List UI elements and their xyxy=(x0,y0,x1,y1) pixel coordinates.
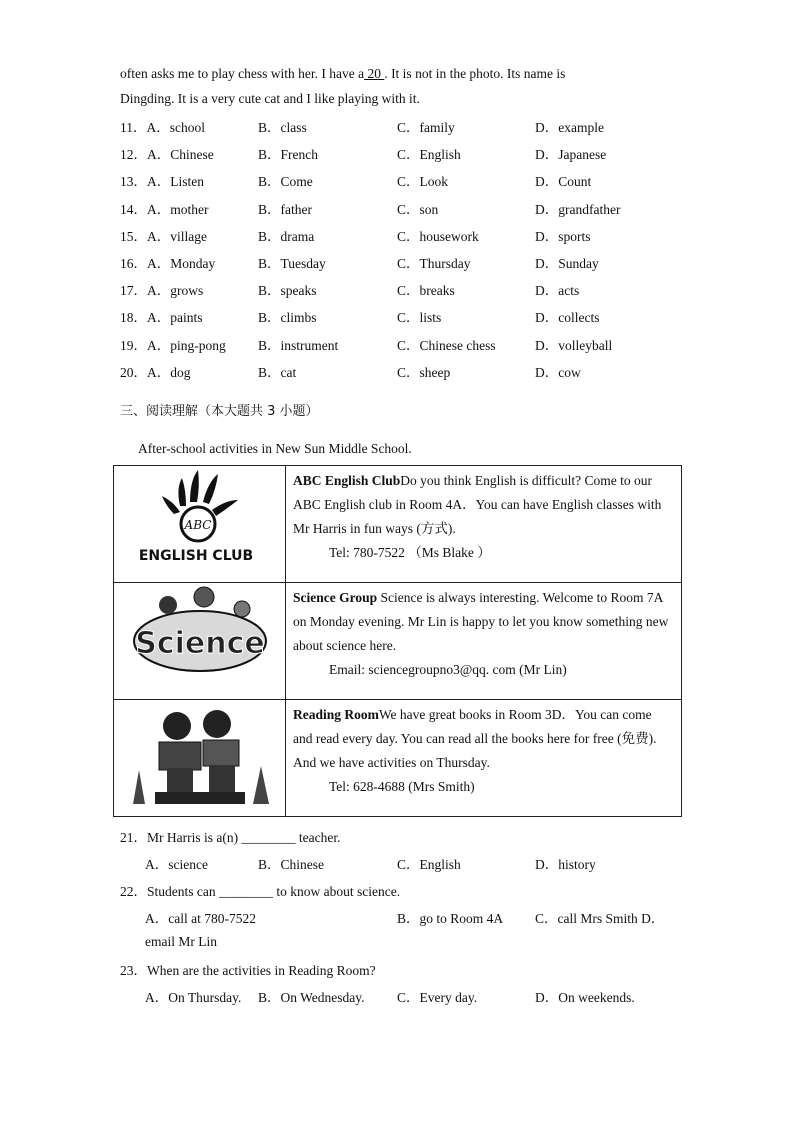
cloze-row xyxy=(120,361,680,381)
q21-option-b: B．Chinese xyxy=(258,857,324,872)
cloze-row xyxy=(120,170,680,190)
question-number: 14． xyxy=(120,201,147,217)
option-text: B．instrument xyxy=(258,337,339,353)
cloze-option-b xyxy=(258,170,313,190)
reading-children-illustration xyxy=(125,700,275,812)
option-text: B．father xyxy=(258,201,312,217)
cloze-option-d xyxy=(535,116,604,136)
book-icon xyxy=(159,742,201,770)
cloze-option-b xyxy=(258,225,314,245)
passage-line-1 xyxy=(120,66,565,82)
question-number: 20． xyxy=(120,364,147,380)
club-row-english xyxy=(114,466,682,583)
boy-body xyxy=(167,768,193,792)
english-club-contact: Tel: 780-7522 （Ms Blake ） xyxy=(329,545,491,560)
cloze-option-c xyxy=(397,334,496,354)
option-text: C．sheep xyxy=(397,364,451,380)
question-22: 22．Students can ________ to know about science. xyxy=(120,884,401,899)
cloze-row xyxy=(120,225,680,245)
science-group-logo xyxy=(130,583,270,683)
option-text: C．Chinese chess xyxy=(397,337,496,353)
club-row-reading xyxy=(114,700,682,817)
english-club-logo xyxy=(140,466,260,566)
book-icon xyxy=(203,740,239,766)
science-group-logo-cell xyxy=(114,583,286,700)
q22-option-c: C．call Mrs Smith D． xyxy=(535,911,665,926)
option-text: B．speaks xyxy=(258,283,317,299)
cloze-option-a xyxy=(120,116,205,136)
cloze-option-a xyxy=(120,143,214,163)
boy-head xyxy=(163,712,191,740)
cloze-option-c xyxy=(397,143,461,163)
cloze-option-d xyxy=(535,361,581,381)
question-number: 18． xyxy=(120,310,147,326)
cloze-option-d xyxy=(535,252,599,272)
cloze-option-a xyxy=(120,306,203,326)
cloze-row xyxy=(120,143,680,163)
option-text: A．Chinese xyxy=(147,147,214,163)
question-number: 13． xyxy=(120,174,147,190)
option-text: C．son xyxy=(397,201,439,217)
reading-room-name: Reading Room xyxy=(293,707,379,722)
q23-option-b: B．On Wednesday. xyxy=(258,990,365,1005)
globe-icon xyxy=(194,587,214,607)
cloze-option-b xyxy=(258,306,317,326)
option-text: C．family xyxy=(397,120,455,135)
option-text: A．ping-pong xyxy=(147,337,226,353)
option-text: B．class xyxy=(258,120,307,135)
q23-option-d: D．On weekends. xyxy=(535,990,635,1005)
option-text: D．example xyxy=(535,120,604,135)
option-text: B．Come xyxy=(258,174,313,190)
question-number: 16． xyxy=(120,256,147,271)
club-row-science xyxy=(114,583,682,700)
q22-option-d: email Mr Lin xyxy=(145,934,217,949)
cloze-option-d xyxy=(535,279,579,299)
reading-room-contact: Tel: 628-4688 (Mrs Smith) xyxy=(329,779,475,794)
option-text: B．Tuesday xyxy=(258,256,326,271)
cloze-option-a xyxy=(120,334,226,354)
girl-body xyxy=(209,766,235,792)
cloze-option-a xyxy=(120,252,215,272)
cloze-option-b xyxy=(258,143,318,163)
passage-text: . It is not in the photo. Its name is xyxy=(384,66,566,81)
science-group-contact: Email: sciencegroupno3@qq. com (Mr Lin) xyxy=(329,662,567,677)
question-21: 21．Mr Harris is a(n) ________ teacher. xyxy=(120,830,341,845)
reading-room-body: We have great books in Room 3D．You can come and read every day. You can read all the books here for free (免费). And we have activities on Thursday. xyxy=(293,707,657,770)
question-number: 19． xyxy=(120,337,147,353)
option-text: D．Japanese xyxy=(535,147,607,163)
option-text: A．Listen xyxy=(147,174,204,190)
q22-option-b: B．go to Room 4A xyxy=(397,911,504,926)
cloze-row xyxy=(120,334,680,354)
section-heading: 三、阅读理解（本大题共 3 小题） xyxy=(120,404,319,419)
cloze-row xyxy=(120,252,680,272)
cloze-option-b xyxy=(258,334,338,354)
cloze-option-d xyxy=(535,143,606,163)
q21-option-c: C．English xyxy=(397,857,461,872)
option-text: A．mother xyxy=(147,201,209,217)
english-club-name: ABC English Club xyxy=(293,473,401,488)
cloze-option-a xyxy=(120,279,203,299)
option-text: D．volleyball xyxy=(535,337,613,353)
bench-icon xyxy=(155,792,245,804)
hand-thumb xyxy=(162,496,180,514)
science-logo-text: Science xyxy=(134,626,265,661)
option-text: B．French xyxy=(258,147,318,163)
cloze-option-c xyxy=(397,306,441,326)
question-number: 17． xyxy=(120,283,147,299)
cloze-option-b xyxy=(258,361,296,381)
option-text: D．sports xyxy=(535,228,591,244)
cloze-option-c xyxy=(397,279,455,299)
option-text: B．cat xyxy=(258,364,297,380)
english-club-logo-cell xyxy=(114,466,286,583)
hand-finger-3 xyxy=(203,474,218,504)
science-group-info xyxy=(286,583,682,700)
activities-table xyxy=(113,465,682,817)
cloze-option-c xyxy=(397,252,471,272)
option-text: A．Monday xyxy=(147,256,216,271)
cloze-option-c xyxy=(397,170,448,190)
reading-room-image-cell xyxy=(114,700,286,817)
cloze-option-c xyxy=(397,361,450,381)
option-text: D．Count xyxy=(535,174,592,190)
science-group-name: Science Group xyxy=(293,590,378,605)
option-text: D．collects xyxy=(535,310,600,326)
science-group-body: Science is always interesting. Welcome to Room 7A on Monday evening. Mr Lin is happy to let you know something new about science here. xyxy=(293,590,669,653)
face-icon xyxy=(234,601,250,617)
option-text: B．drama xyxy=(258,228,315,244)
option-text: A．paints xyxy=(147,310,203,326)
option-text: D．acts xyxy=(535,283,580,299)
q22-option-a: A．call at 780-7522 xyxy=(145,911,256,926)
option-text: A．village xyxy=(147,228,207,244)
option-text: A．school xyxy=(146,120,205,135)
cloze-option-d xyxy=(535,225,591,245)
option-text: C．breaks xyxy=(397,283,455,299)
option-text: B．climbs xyxy=(258,310,317,326)
cloze-row xyxy=(120,306,680,326)
blank-20: 20 xyxy=(364,66,385,81)
option-text: D．grandfather xyxy=(535,201,621,217)
cloze-option-a xyxy=(120,361,191,381)
cloze-option-c xyxy=(397,198,438,218)
question-number: 15． xyxy=(120,228,147,244)
cloze-row xyxy=(120,198,680,218)
cloze-option-b xyxy=(258,252,326,272)
q23-option-c: C．Every day. xyxy=(397,990,478,1005)
q21-option-d: D．history xyxy=(535,857,596,872)
abc-badge: ABC xyxy=(184,518,211,532)
option-text: C．housework xyxy=(397,228,479,244)
q21-option-a: A．science xyxy=(145,857,208,872)
question-23: 23．When are the activities in Reading Room? xyxy=(120,963,376,978)
cloze-row xyxy=(120,279,680,299)
passage-line-2: Dingding. It is a very cute cat and I like playing with it. xyxy=(120,91,420,106)
cloze-option-b xyxy=(258,279,317,299)
cloze-option-b xyxy=(258,116,307,136)
cloze-option-d xyxy=(535,198,620,218)
q23-option-a: A．On Thursday. xyxy=(145,990,242,1005)
option-text: A．grows xyxy=(147,283,204,299)
english-club-body: Do you think English is difficult? Come to our ABC English club in Room 4A．You can have English classes with Mr Harris in fun ways (方式). xyxy=(293,473,662,536)
english-club-logo-text: ENGLISH CLUB xyxy=(139,548,253,564)
reading-intro: After-school activities in New Sun Middle School. xyxy=(138,441,412,456)
hand-finger-4 xyxy=(212,500,238,516)
cloze-option-b xyxy=(258,198,312,218)
cloze-row xyxy=(120,116,680,136)
hand-finger-2 xyxy=(190,470,199,502)
girl-head xyxy=(203,710,231,738)
option-text: C．Thursday xyxy=(397,256,471,271)
planet-icon xyxy=(159,596,177,614)
option-text: C．English xyxy=(397,147,461,163)
passage-text: often asks me to play chess with her. I have a xyxy=(120,66,365,81)
hand-finger-1 xyxy=(178,478,186,506)
question-number: 11． xyxy=(120,120,147,135)
question-number: 12． xyxy=(120,147,147,163)
cloze-option-d xyxy=(535,306,599,326)
option-text: D．cow xyxy=(535,364,581,380)
cloze-option-d xyxy=(535,334,612,354)
cloze-option-c xyxy=(397,225,479,245)
cloze-option-a xyxy=(120,198,209,218)
cloze-option-a xyxy=(120,225,207,245)
english-club-info xyxy=(286,466,682,583)
reading-room-info xyxy=(286,700,682,817)
option-text: D．Sunday xyxy=(535,256,599,271)
cloze-option-a xyxy=(120,170,204,190)
option-text: A．dog xyxy=(147,364,191,380)
option-text: C．lists xyxy=(397,310,442,326)
cloze-option-c xyxy=(397,116,455,136)
option-text: C．Look xyxy=(397,174,449,190)
cloze-option-d xyxy=(535,170,591,190)
